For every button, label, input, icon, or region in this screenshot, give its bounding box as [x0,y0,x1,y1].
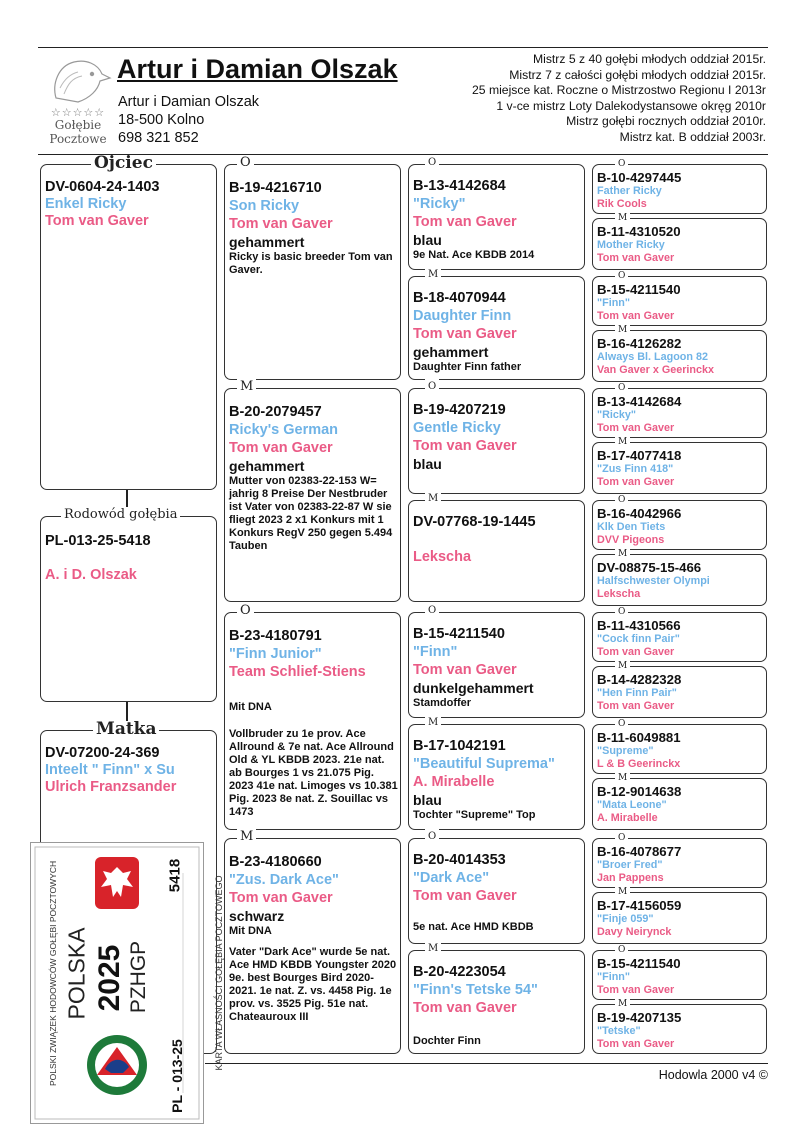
sex-label: O [615,832,628,844]
gen4-box [592,887,767,944]
pzhgp-badge-icon [87,1035,147,1095]
gen3-box [408,269,585,380]
sex-label: M [237,379,256,395]
stamp-code: PZHGP [127,940,150,1014]
breeder: Lekscha [413,549,472,565]
breeder: Tom van Gaver [597,422,675,434]
page-title: Artur i Damian Olszak [117,54,398,84]
gen4-box [592,325,767,382]
gen3-box [408,717,585,830]
ring: B-20-2079457 [229,404,322,420]
achievement-item: Mistrz 7 z całości gołębi młodych oddział 2015r. [509,67,766,82]
pigeon-name: "Broer Fred" [597,859,663,871]
ring: B-11-6049881 [597,730,681,745]
note: Vollbruder zu 1e prov. Ace Allround & 7e nat. Ace Allround Old & YL KBDB 2023. 21e nat. ab Bourges 1 vs 21.075 Pig. 2023 41e nat. Limoges vs 10.381 Pig. 2023 8e nat. Z. Souillac vs 1473 [229,728,398,818]
ring: B-16-4126282 [597,336,682,351]
gen4-box [592,607,767,662]
breeder: Tom van Gaver [413,1000,517,1016]
gen4-box [592,495,767,550]
breeder: L & B Geerinckx [597,758,681,770]
ring: B-12-9014638 [597,784,682,799]
ring: B-15-4211540 [597,282,681,297]
color: blau [413,232,442,248]
breeder: Lekscha [597,588,641,600]
sex-label: O [615,494,628,506]
breeder: Tom van Gaver [597,476,675,488]
sex-label: O [615,382,628,394]
pigeon-name: "Finn" [413,644,458,660]
color: schwarz [229,908,285,924]
ring: B-15-4211540 [597,956,681,971]
pigeon-name: Father Ricky [597,185,662,197]
breeder: Tom van Gaver [413,438,517,454]
gen4-box [592,271,767,326]
ring: B-13-4142684 [413,178,506,194]
ring: DV-07768-19-1445 [413,514,536,530]
gen4-box [592,213,767,270]
ring: B-15-4211540 [413,626,505,642]
pigeon-name: "Beautiful Suprema" [413,756,555,772]
color: gehammert [229,234,305,250]
ring: B-10-4297445 [597,170,682,185]
subject-ring: PL-013-25-5418 [45,533,151,549]
breeder: Tom van Gaver [597,700,675,712]
breeder: Tom van Gaver [597,1038,675,1050]
pigeon-name: "Finn's Tetske 54" [413,982,538,998]
breeder-name: Artur i Damian Olszak [118,94,260,110]
header-top-rule [38,47,768,48]
gen4-box [592,945,767,1000]
sire-name: Enkel Ricky [45,196,127,212]
sex-label: M [425,941,441,957]
stamp-ring: PL - 013-25 [169,1039,185,1113]
sex-label: O [237,603,254,619]
gen4-box [592,833,767,888]
gen3-box [408,493,585,602]
gen2-box [224,379,401,602]
pigeon-name: "Cock finn Pair" [597,633,680,645]
ring: B-13-4142684 [597,394,682,409]
dam-ring: DV-07200-24-369 [45,745,160,761]
pigeon-name: "Tetske" [597,1025,641,1037]
logo-text: Gołębie [54,118,102,132]
sex-label: M [615,212,630,224]
breeder: Tom van Gaver [229,216,333,232]
color: blau [413,792,442,808]
pigeon-head-icon [42,54,114,106]
pigeon-name: "Ricky" [597,409,637,421]
ring: B-16-4078677 [597,844,682,859]
color: dunkelgehammert [413,680,534,696]
sex-label: M [425,715,441,731]
breeder: A. Mirabelle [413,774,495,790]
pigeon-name: "Ricky" [413,196,466,212]
sex-label: O [615,718,628,730]
sire-ring: DV-0604-24-1403 [45,179,160,195]
ring: B-14-4282328 [597,672,682,687]
breeder: Tom van Gaver [597,310,675,322]
sire-label: Ojciec [91,155,156,171]
note: 9e Nat. Ace KBDB 2014 [413,249,535,261]
ring: B-19-4207135 [597,1010,682,1025]
breeder-address: 18-500 Kolno [118,112,205,128]
gen4-box [592,661,767,718]
sex-label: M [615,548,630,560]
sex-label: M [237,829,256,845]
breeder: Davy Neirynck [597,926,672,938]
pedigree-label: Rodowód gołębia [61,507,180,523]
sex-label: O [425,603,439,619]
breeder: DVV Pigeons [597,534,665,546]
ring: B-18-4070944 [413,290,506,306]
subject-box [40,507,217,702]
sex-label: M [615,772,630,784]
achievements-list [466,52,766,146]
stamp-number: 5418 [166,858,184,893]
achievement-item: 1 v-ce mistrz Loty Dalekodystansowe okręg 2010r [496,98,766,113]
gen3-box [408,381,585,494]
logo-text: Pocztowe [49,132,107,146]
ring: B-17-4077418 [597,448,682,463]
sex-label: O [237,155,254,171]
gen3-box [408,943,585,1054]
color: gehammert [413,344,489,360]
sex-label: M [615,436,630,448]
ring: B-17-1042191 [413,738,506,754]
breeder: Tom van Gaver [597,252,675,264]
breeder: Tom van Gaver [413,662,517,678]
note: Ricky is basic breeder Tom van Gaver. [229,251,393,276]
pigeon-name: "Finn" [597,971,631,983]
note: Mit DNA [229,701,272,713]
ring: B-23-4180660 [229,854,322,870]
breeder: A. Mirabelle [597,812,658,824]
note: Tochter "Supreme" Top [413,809,536,821]
pigeon-name: Klk Den Tiets [597,521,666,533]
gen4-box [592,159,767,214]
note: Daughter Finn father [413,361,522,373]
gen4-box [592,383,767,438]
footer-credit: Hodowla 2000 v4 © [658,1068,768,1082]
color: blau [413,456,442,472]
gen3-box [408,157,585,270]
club-logo [42,54,114,146]
ring: B-19-4207219 [413,402,506,418]
note: Stamdoffer [413,697,472,709]
sire-breeder: Tom van Gaver [45,213,149,229]
gen4-box [592,719,767,774]
logo-stars: ☆☆☆☆☆ [50,107,106,119]
dam-label: Matka [93,721,159,737]
gen4-box [592,437,767,494]
ownership-card-stamp [30,842,224,1124]
pigeon-name: "Zus. Dark Ace" [229,872,339,888]
breeder: Tom van Gaver [229,890,333,906]
pigeon-name: Son Ricky [229,198,300,214]
gen4-box [592,999,767,1054]
dam-breeder: Ulrich Franzsander [45,779,177,795]
breeder: Tom van Gaver [413,326,517,342]
achievement-item: Mistrz 5 z 40 gołębi młodych oddział 2015r. [532,52,766,66]
sex-label: M [425,491,441,507]
stamp-year: 2025 [93,944,126,1012]
achievement-item: 25 miejsce kat. Roczne o Mistrzostwo Regionu I 2013r [472,83,766,98]
stamp-country: POLSKA [63,927,90,1020]
gen2-box [224,603,401,830]
breeder-phone: 698 321 852 [118,130,199,146]
stamp-org: POLSKI ZWIĄZEK HODOWCÓW GOŁĘBI POCZTOWYCH [48,860,58,1086]
gen4-box [592,773,767,830]
pigeon-name: Ricky's German [229,422,339,438]
pigeon-name: "Finn Junior" [229,646,322,662]
pigeon-name: "Finn" [597,297,631,309]
sex-label: O [425,155,439,171]
ring: B-23-4180791 [229,628,322,644]
sex-label: M [615,660,630,672]
sex-label: M [615,886,630,898]
polish-eagle-icon [95,857,139,909]
gen2-box [224,155,401,380]
gen3-box [408,831,585,944]
ring: B-11-4310566 [597,618,681,633]
sex-label: O [615,944,628,956]
breeder: Tom van Gaver [597,984,675,996]
breeder: Tom van Gaver [413,214,517,230]
pigeon-name: Daughter Finn [413,308,512,324]
pigeon-name: Halfschwester Olympi [597,575,710,587]
sire-box [40,153,217,490]
pigeon-name: "Mata Leone" [597,799,667,811]
sex-label: M [615,324,630,336]
sex-label: O [615,606,628,618]
pigeon-name: Mother Ricky [597,239,665,251]
achievement-item: Mistrz kat. B oddział 2003r. [619,129,766,144]
gen2-box [224,829,401,1054]
breeder: Tom van Gaver [229,440,333,456]
stamp-card-title: KARTA WŁASNOŚCI GOŁĘBIA POCZTOWEGO [214,875,224,1071]
sex-label: O [615,158,628,170]
pigeon-name: "Dark Ace" [413,870,490,886]
note: 5e nat. Ace HMD KBDB [413,921,534,933]
breeder: Jan Pappens [597,872,664,884]
dam-name: Inteelt " Finn" x Su [45,762,175,778]
breeder: Tom van Gaver [597,646,675,658]
breeder: Rik Cools [597,198,647,210]
note: Dochter Finn [413,1035,481,1047]
note: Vater "Dark Ace" wurde 5e nat. Ace HMD KBDB Youngster 2020 9e. best Bourges Bird 2020-2021. 1e nat. Z. vs. 4458 Pig. 1e prov. vs. 3525 Pig. 51e nat. Chateauroux III [229,946,397,1023]
note: Mutter von 02383-22-153 W= jahrig 8 Preise Der Nestbruder ist Vater von 02383-22-87 W sie fliegt 2023 2 x1 Konkurs mit 1 Konkurs RegV 250 gegen 5.494 Tauben [229,475,393,552]
sex-label: M [615,998,630,1010]
pigeon-name: "Supreme" [597,745,654,757]
breeder: Team Schlief-Stiens [229,664,366,680]
pigeon-name: Gentle Ricky [413,420,501,436]
ring: B-20-4014353 [413,852,506,868]
breeder: Tom van Gaver [413,888,517,904]
footer-rule [205,1063,768,1064]
ring: B-16-4042966 [597,506,682,521]
sex-label: O [615,270,628,282]
ring: B-20-4223054 [413,964,506,980]
pigeon-name: "Hen Finn Pair" [597,687,677,699]
sex-label: O [425,829,439,845]
pigeon-name: Always Bl. Lagoon 82 [597,351,708,363]
note: Mit DNA [229,925,272,937]
gen4-box [592,549,767,606]
sex-label: M [425,267,441,283]
ring: B-11-4310520 [597,224,681,239]
ring: B-19-4216710 [229,180,322,196]
pigeon-name: "Zus Finn 418" [597,463,674,475]
ring: DV-08875-15-466 [597,560,702,575]
color: gehammert [229,458,305,474]
breeder: Van Gaver x Geerinckx [597,364,715,376]
ring: B-17-4156059 [597,898,682,913]
pigeon-name: "Finje 059" [597,913,654,925]
gen3-box [408,605,585,718]
achievement-item: Mistrz gołębi rocznych oddział 2010r. [566,114,766,129]
sex-label: O [425,379,439,395]
subject-owner: A. i D. Olszak [45,567,137,583]
